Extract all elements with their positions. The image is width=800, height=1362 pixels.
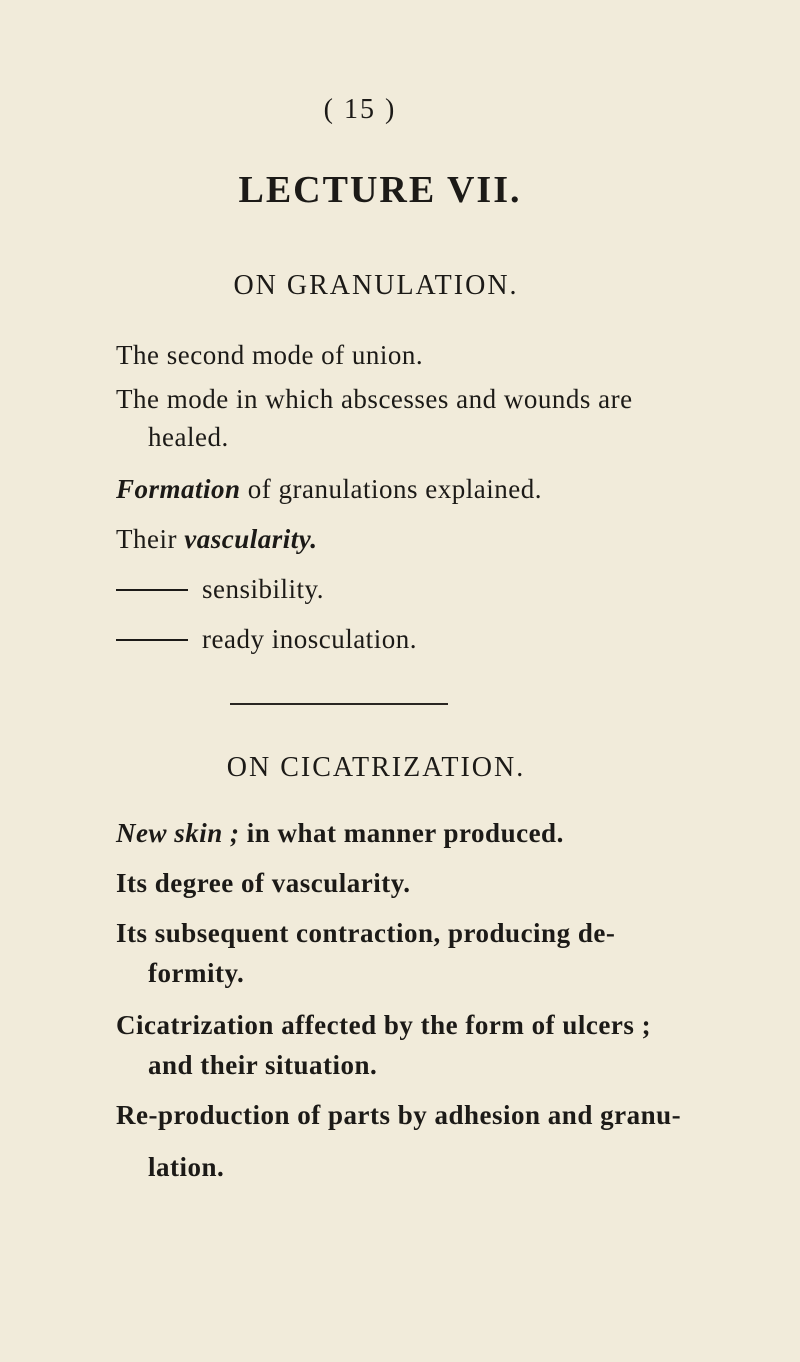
vascularity-emphasis: vascularity. bbox=[184, 524, 318, 554]
their-line bbox=[116, 524, 317, 555]
sub-item bbox=[116, 574, 324, 605]
sub-item-text: sensibility. bbox=[202, 574, 325, 604]
formation-line bbox=[116, 474, 542, 505]
text-line: formity. bbox=[148, 958, 245, 988]
formation-emphasis: Formation bbox=[116, 474, 241, 504]
text-line: The second mode of union. bbox=[116, 340, 424, 370]
new-skin-line bbox=[116, 818, 564, 849]
their-label: Their bbox=[116, 524, 185, 554]
sub-item bbox=[116, 624, 417, 655]
section-divider bbox=[230, 703, 448, 705]
lecture-title: LECTURE VII. bbox=[238, 169, 522, 211]
text-line: Its subsequent contraction, producing de- bbox=[116, 918, 616, 948]
ditto-dash bbox=[116, 639, 188, 641]
ditto-dash bbox=[116, 589, 188, 591]
section-heading-granulation: ON GRANULATION. bbox=[233, 270, 519, 301]
text-line: Its degree of vascularity. bbox=[116, 868, 411, 898]
text-line: lation. bbox=[148, 1152, 225, 1182]
section-heading-cicatrization: ON CICATRIZATION. bbox=[226, 752, 526, 783]
formation-rest: of granulations explained. bbox=[240, 474, 542, 504]
text-line: healed. bbox=[148, 422, 229, 452]
text-line: and their situation. bbox=[148, 1050, 378, 1080]
text-line: Re-production of parts by adhesion and granu- bbox=[116, 1100, 682, 1130]
page-number: ( 15 ) bbox=[323, 94, 397, 125]
new-skin-rest: in what manner produced. bbox=[239, 818, 564, 848]
text-line: Cicatrization affected by the form of ulcers ; bbox=[116, 1010, 652, 1040]
new-skin-emphasis: New skin ; bbox=[116, 818, 240, 848]
text-line: The mode in which abscesses and wounds are bbox=[116, 384, 633, 414]
sub-item-text: ready inosculation. bbox=[202, 624, 417, 654]
